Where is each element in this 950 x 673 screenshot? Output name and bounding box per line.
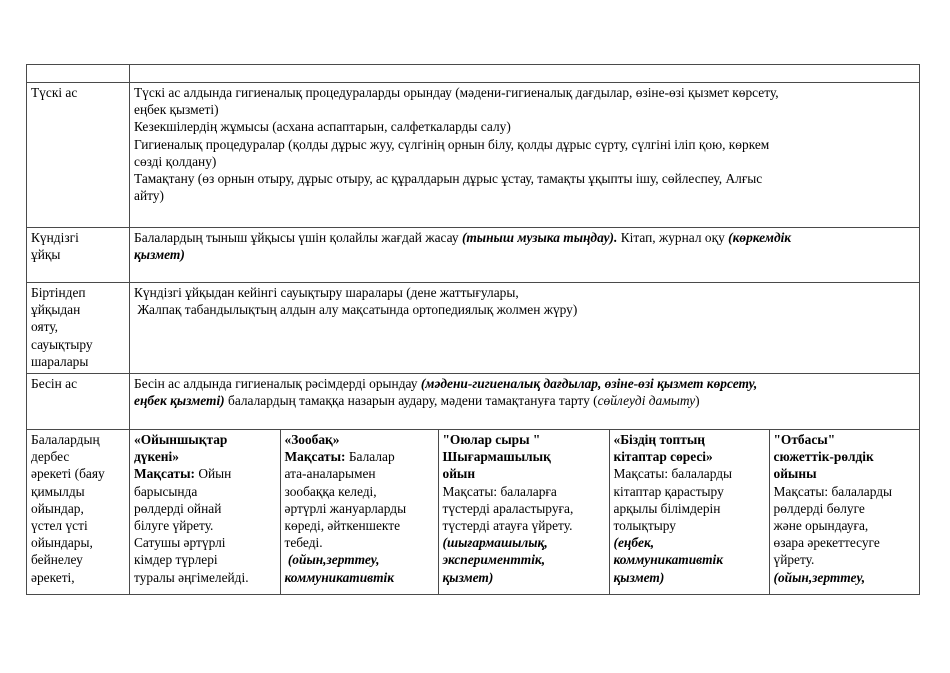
nap-text-1-emphasis: (тыныш музыка тыңдау). xyxy=(461,230,618,245)
snack-text-2-emphasis: еңбек қызметі) xyxy=(134,393,225,409)
nap-text-2: Кітап, журнал оқу xyxy=(617,230,729,245)
lunch-line-7: айту) xyxy=(134,188,164,204)
activity-games-cell xyxy=(130,430,920,595)
game-2-tag-2: коммуникативтік xyxy=(284,569,395,585)
game-5-title-1: "Отбасы" xyxy=(773,432,836,447)
snack-text-2-end: ) xyxy=(695,393,700,409)
lunch-line-1: Түскі ас алдында гигиеналық процедураларды орындау (мәдени-гигиеналық дағдылар, өзіне-өзі қызмет көрсету, xyxy=(134,85,779,100)
nap-label-line-1: Күндізгі xyxy=(31,230,79,245)
game-5-line-4: өзара әрекеттесуге xyxy=(773,535,880,551)
wakeup-line-2: Жалпақ табандылықтың алдын алу мақсатында ортопедиялық жолмен жүру) xyxy=(134,302,578,318)
game-5-title-2: сюжеттік-рөлдік xyxy=(773,449,874,465)
table-row-activity xyxy=(27,430,920,595)
activity-label-line-2: дербес xyxy=(31,449,70,465)
game-3-line-1: Мақсаты: балаларға xyxy=(442,483,557,499)
nap-content xyxy=(130,228,920,283)
game-1-goal xyxy=(134,465,277,482)
activity-label-line-6: үстел үсті xyxy=(31,518,88,534)
activity-label-line-9: әрекеті, xyxy=(31,569,75,585)
wakeup-label-line-5: шаралары xyxy=(31,353,89,369)
game-toy-shop xyxy=(130,430,280,594)
activity-label-line-3: әрекеті (баяу xyxy=(31,466,105,482)
game-1-line-5: кімдер түрлері xyxy=(134,552,218,568)
row-label-snack: Бесін ас xyxy=(27,374,130,430)
game-2-goal-label: Мақсаты: xyxy=(284,449,346,465)
table-row-nap xyxy=(27,228,920,283)
game-4-tag-3: қызмет) xyxy=(613,569,665,585)
lunch-line-5: сөзді қолдану) xyxy=(134,153,217,169)
game-3-tag-2: эксперименттік, xyxy=(442,552,546,568)
lunch-content xyxy=(130,83,920,228)
game-4-line-3: арқылы білімдерін xyxy=(613,500,721,516)
nap-line-2: қызмет) xyxy=(134,247,185,263)
wakeup-content xyxy=(130,283,920,374)
game-5-title-3: ойыны xyxy=(773,466,817,482)
game-zoo xyxy=(280,430,438,594)
game-4-tag-1: (еңбек, xyxy=(613,535,655,551)
wakeup-label-line-3: ояту, xyxy=(31,319,58,335)
game-5-line-3: және орындауға, xyxy=(773,518,869,534)
game-ornament-secrets xyxy=(438,430,609,594)
activity-label-line-7: ойындары, xyxy=(31,535,93,551)
row-label-wakeup xyxy=(27,283,130,374)
game-4-line-2: кітаптар қарастыру xyxy=(613,483,724,499)
game-4-line-1: Мақсаты: балаларды xyxy=(613,466,733,482)
game-1-goal-label: Мақсаты: xyxy=(134,466,195,482)
game-4-tag-2: коммуникативтік xyxy=(613,552,724,568)
game-1-goal-text: Ойын xyxy=(195,466,232,482)
game-5-line-5: үйрету. xyxy=(773,552,815,568)
wakeup-label-line-4: сауықтыру xyxy=(31,336,93,352)
game-2-line-1: ата-аналарымен xyxy=(284,466,376,482)
nap-label-line-2: ұйқы xyxy=(31,247,61,263)
table-row-empty xyxy=(27,65,920,83)
activity-label-line-4: қимылды xyxy=(31,483,85,499)
snack-text-1: Бесін ас алдында гигиеналық рәсімдерді орындау xyxy=(134,376,421,391)
game-2-title: «Зообақ» xyxy=(284,432,340,447)
activity-label-line-8: бейнелеу xyxy=(31,552,83,568)
row-label-lunch: Түскі ас xyxy=(27,83,130,228)
cell-empty-content xyxy=(130,65,920,83)
game-3-line-2: түстерді араластыруға, xyxy=(442,500,574,516)
game-1-title-1: «Ойыншықтар xyxy=(134,432,228,447)
game-1-line-3: білуге үйрету. xyxy=(134,518,214,534)
game-3-title-2: Шығармашылық xyxy=(442,449,551,465)
game-2-line-5: тебеді. xyxy=(284,535,323,551)
snack-content xyxy=(130,374,920,430)
wakeup-line-1: Күндізгі ұйқыдан кейінгі сауықтыру шаралары (дене жаттығулары, xyxy=(134,285,519,300)
game-1-line-6: туралы әңгімелейді. xyxy=(134,569,249,585)
game-2-line-4: көреді, әйткеншекте xyxy=(284,518,401,534)
game-1-title-2: дүкені» xyxy=(134,449,179,465)
game-3-tag-1: (шығармашылық, xyxy=(442,535,548,551)
game-2-line-3: әртүрлі жануарларды xyxy=(284,500,407,516)
game-5-line-2: рөлдерді бөлуге xyxy=(773,500,865,516)
snack-text-1-emphasis: (мәдени-гигиеналық дағдылар, өзіне-өзі қызмет көрсету, xyxy=(420,376,758,391)
nap-text-1: Балалардың тыныш ұйқысы үшін қолайлы жағдай жасау xyxy=(134,230,462,245)
snack-line-2 xyxy=(134,392,916,409)
lunch-line-4: Гигиеналық процедуралар (қолды дұрыс жуу, сүлгінің орнын білу, қолды дұрыс сүрту, сүлгіні іліп қою, көркем xyxy=(134,136,770,152)
snack-text-2: балалардың тамаққа назарын аудару, мәдени тамақтануға тарту ( xyxy=(224,393,598,409)
nap-line-1 xyxy=(134,229,916,246)
game-4-title-1: «Біздің топтың xyxy=(613,432,706,447)
nap-text-2-emphasis: (көркемдік xyxy=(728,230,792,245)
game-2-tag-1: (ойын,зерттеу, xyxy=(284,552,380,568)
activity-label-line-5: ойындар, xyxy=(31,500,84,516)
snack-text-2-italic: сөйлеуді дамыту xyxy=(597,393,696,409)
lunch-line-6: Тамақтану (өз орнын отыру, дұрыс отыру, ас құралдарын дұрыс ұстау, тамақты ұқыпты ішу, сөйлеспеу, Алғыс xyxy=(134,171,763,187)
game-3-tag-3: қызмет) xyxy=(442,569,494,585)
game-3-title-1: "Оюлар сыры " xyxy=(442,432,541,447)
game-5-tag: (ойын,зерттеу, xyxy=(773,569,866,585)
wakeup-label-line-1: Біртіндеп xyxy=(31,285,86,300)
game-1-line-1: барысында xyxy=(134,483,198,499)
row-label-activity xyxy=(27,430,130,595)
game-2-goal-text: Балалар xyxy=(345,449,395,465)
table-row-snack xyxy=(27,374,920,430)
game-5-line-1: Мақсаты: балаларды xyxy=(773,483,893,499)
game-2-line-2: зообаққа келеді, xyxy=(284,483,377,499)
lunch-line-3: Кезекшілердің жұмысы (асхана аспаптарын, салфеткаларды салу) xyxy=(134,119,511,135)
game-4-line-4: толықтыру xyxy=(613,518,676,534)
game-family xyxy=(769,430,920,594)
game-3-line-3: түстерді атауға үйрету. xyxy=(442,518,573,534)
game-3-title-3: ойын xyxy=(442,466,476,482)
table-row-lunch xyxy=(27,83,920,228)
lunch-line-2: еңбек қызметі) xyxy=(134,102,219,118)
game-2-goal xyxy=(285,448,435,465)
snack-line-1 xyxy=(134,375,916,392)
activity-label-line-1: Балалардың xyxy=(31,432,100,447)
table-row-wakeup xyxy=(27,283,920,374)
game-4-title-2: кітаптар сөресі» xyxy=(613,449,713,465)
wakeup-label-line-2: ұйқыдан xyxy=(31,302,81,318)
game-1-line-2: рөлдерді ойнай xyxy=(134,500,222,516)
cell-empty-label xyxy=(27,65,130,83)
row-label-nap xyxy=(27,228,130,283)
game-book-shelf xyxy=(609,430,769,594)
game-1-line-4: Сатушы әртүрлі xyxy=(134,535,226,551)
daily-plan-table xyxy=(26,64,920,595)
activity-games-grid xyxy=(130,430,920,594)
